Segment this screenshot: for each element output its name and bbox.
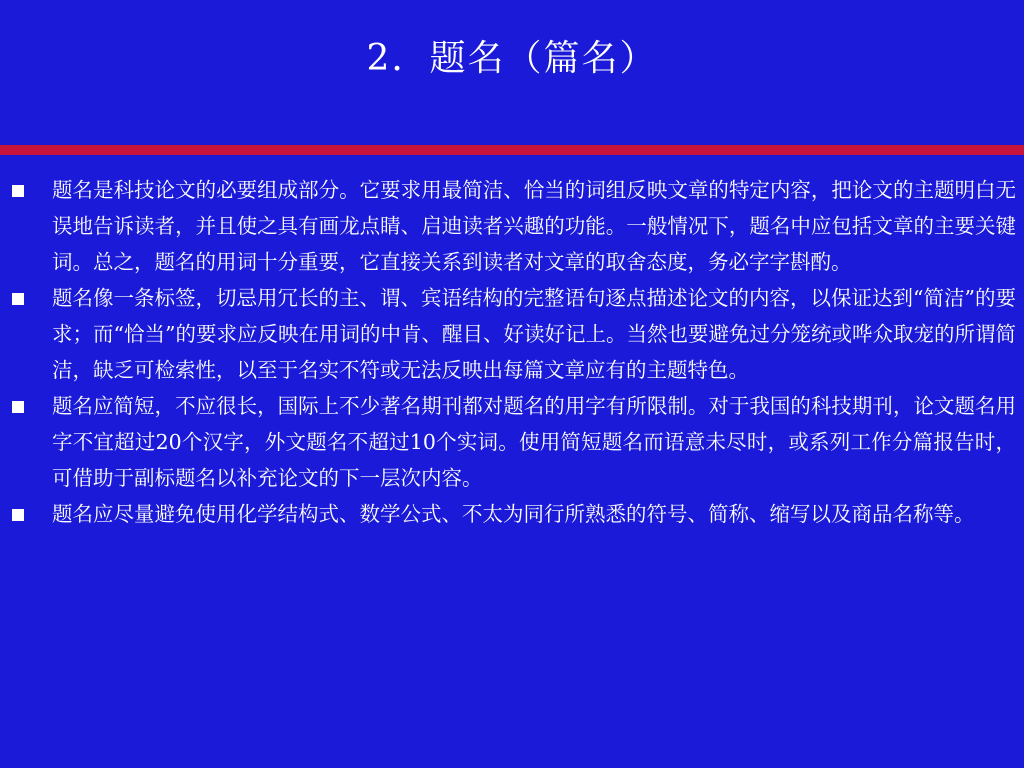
- bullet-item-4: [12, 496, 1016, 532]
- bullet-item-1: [12, 172, 1016, 280]
- slide-title: 2．题名（篇名）: [366, 38, 658, 79]
- bullet-text: 题名像一条标签，切忌用冗长的主、谓、宾语结构的完整语句逐点描述论文的内容，以保证达到“简洁”的要求；而“恰当”的要求应反映在用词的中肯、醒目、好读好记上。当然也要避免过分笼统或哗众取宠的所谓简洁，缺乏可检索性，以至于名实不符或无法反映出每篇文章应有的主题特色。: [52, 286, 1016, 382]
- bullet-list: [12, 172, 1016, 532]
- bullet-item-3: [12, 388, 1016, 496]
- bullet-text: 题名应尽量避免使用化学结构式、数学公式、不太为同行所熟悉的符号、简称、缩写以及商品名称等。: [52, 502, 975, 526]
- square-bullet-icon: [12, 509, 24, 521]
- title-divider: [0, 145, 1024, 155]
- square-bullet-icon: [12, 185, 24, 197]
- square-bullet-icon: [12, 293, 24, 305]
- bullet-item-2: [12, 280, 1016, 388]
- bullet-text: 题名应简短，不应很长，国际上不少著名期刊都对题名的用字有所限制。对于我国的科技期刊，论文题名用字不宜超过20个汉字，外文题名不超过10个实词。使用简短题名而语意未尽时，或系列工作分篇报告时，可借助于副标题名以补充论文的下一层次内容。: [52, 394, 1016, 490]
- square-bullet-icon: [12, 401, 24, 413]
- bullet-text: 题名是科技论文的必要组成部分。它要求用最简洁、恰当的词组反映文章的特定内容，把论文的主题明白无误地告诉读者，并且使之具有画龙点睛、启迪读者兴趣的功能。一般情况下，题名中应包括文章的主要关键词。总之，题名的用词十分重要，它直接关系到读者对文章的取舍态度，务必字字斟酌。: [52, 178, 1016, 274]
